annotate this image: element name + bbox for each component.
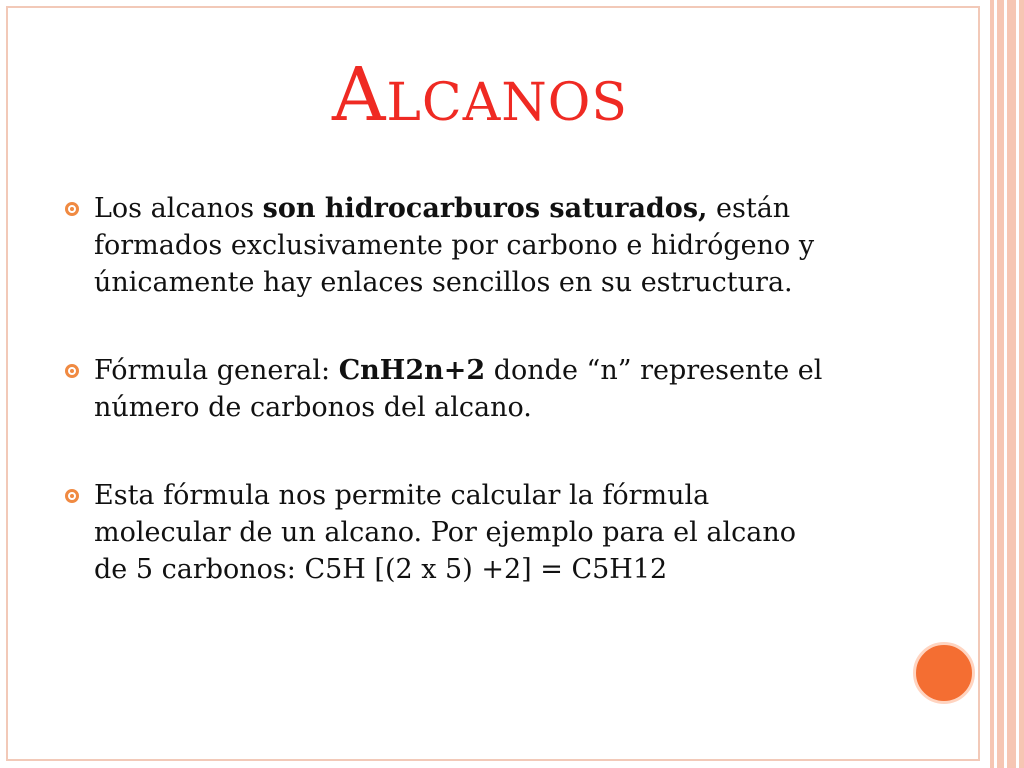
decorative-stripes (980, 0, 1024, 768)
bullet-text (94, 352, 938, 426)
text-run: número de carbonos del alcano. (94, 392, 532, 423)
text-run: formados exclusivamente por carbono e hidrógeno y (94, 230, 815, 261)
decorative-circle (913, 642, 975, 704)
text-run: únicamente hay enlaces sencillos en su estructura. (94, 267, 793, 298)
bullet-item (58, 190, 938, 301)
stripe (1019, 0, 1024, 768)
bullet-text (94, 477, 938, 588)
circle-bullet-icon (65, 364, 79, 378)
text-run: Fórmula general: (94, 355, 339, 386)
bold-text: son hidrocarburos saturados, (262, 193, 708, 224)
bullet-text (94, 190, 938, 301)
bullet-item (58, 352, 938, 426)
text-run: están (707, 193, 791, 224)
stripe (990, 0, 994, 768)
text-run: de 5 carbonos: C5H [(2 x 5) +2] = C5H12 (94, 554, 668, 585)
bold-text: CnH2n+2 (338, 355, 486, 386)
text-run: Esta fórmula nos permite calcular la fórmula (94, 480, 710, 511)
bullet-item (58, 477, 938, 588)
text-run: Los alcanos (94, 193, 263, 224)
circle-bullet-icon (65, 202, 79, 216)
circle-bullet-icon (65, 489, 79, 503)
stripe (997, 0, 1004, 768)
text-run: molecular de un alcano. Por ejemplo para el alcano (94, 517, 796, 548)
stripe (1007, 0, 1016, 768)
slide-title: Alcanos (331, 52, 629, 138)
text-run: donde “n” represente el (485, 355, 823, 386)
bullet-list (58, 190, 938, 639)
